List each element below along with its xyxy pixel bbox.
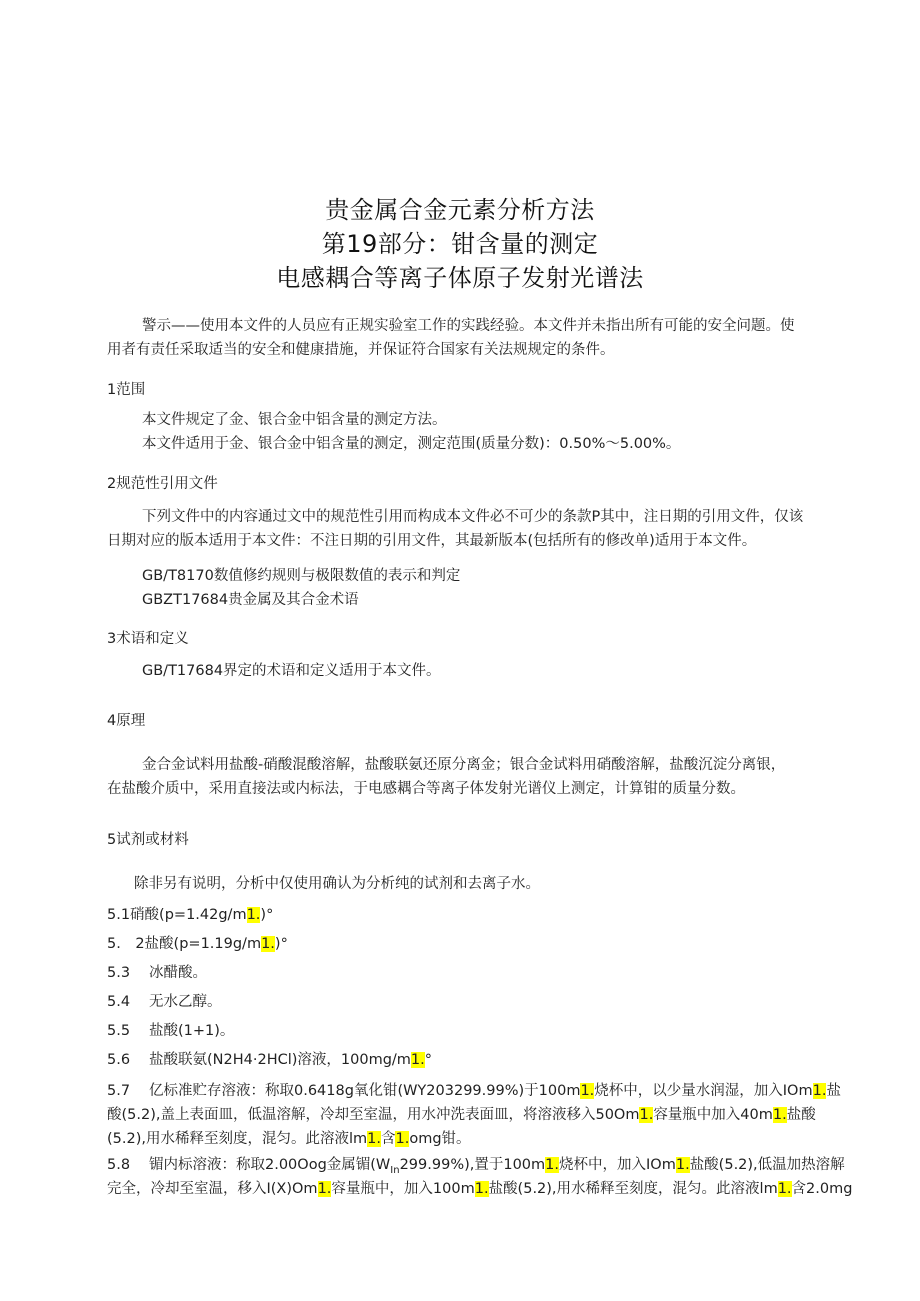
item-5-7-l2-highlight-1: 1.	[639, 1107, 654, 1123]
item-5-7-l2-highlight-2: 1.	[772, 1107, 787, 1123]
item-5-8-l1-text-1b: 299.99%),置于100m	[399, 1157, 546, 1173]
section-3-paragraph-1: GB/T17684界定的术语和定义适用于本文件。	[142, 663, 441, 679]
section-2-heading: 2规范性引用文件	[107, 476, 218, 492]
item-5-6-highlight: 1.	[410, 1052, 425, 1068]
document-title-line-1: 贵金属合金元素分析方法	[325, 196, 595, 224]
item-5-3-number: 5.3	[107, 965, 131, 981]
item-5-7-line-2	[107, 1105, 816, 1125]
section-5-heading: 5试剂或材料	[107, 832, 189, 848]
section-4-paragraph-line-2: 在盐酸介质中，采用直接法或内标法，于电感耦合等离子体发射光谱仪上测定，计算钳的质量分数。	[107, 781, 745, 797]
item-5-5-number: 5.5	[107, 1023, 131, 1039]
item-5-8-line-1	[149, 1155, 845, 1181]
item-5-2-suffix: )°	[274, 936, 288, 952]
document-title-line-3: 电感耦合等离子体原子发射光谱法	[276, 264, 644, 292]
item-5-6-number: 5.6	[107, 1052, 131, 1068]
section-2-paragraph-line-1: 下列文件中的内容通过文中的规范性引用而构成本文件必不可少的条款P其中，注日期的引用文件，仅该	[142, 509, 804, 525]
item-5-7-l3-text-3: omg钳。	[409, 1131, 471, 1147]
item-5-7-l1-highlight-2: 1.	[812, 1083, 827, 1099]
item-5-7-line-3	[107, 1129, 471, 1149]
item-5-1-suffix: )°	[260, 907, 274, 923]
section-5-intro: 除非另有说明，分析中仅使用确认为分析纯的试剂和去离子水。	[134, 876, 540, 892]
warning-line-2: 用者有责任采取适当的安全和健康措施，并保证符合国家有关法规规定的条件。	[107, 342, 615, 358]
normative-reference-2: GBZT17684贵金属及其合金术语	[142, 592, 359, 608]
item-5-7-l3-text: (5.2),用水稀释至刻度，混匀。此溶液lm	[107, 1131, 368, 1147]
item-5-7-l2-text-2: 容量瓶中加入40m	[653, 1107, 773, 1123]
item-5-1-highlight: 1.	[246, 907, 261, 923]
item-5-7-l3-highlight-2: 1.	[395, 1131, 410, 1147]
item-5-8-l1-text: 镅内标溶液：称取2.00Oog金属镅(W	[149, 1157, 391, 1173]
item-5-2	[107, 934, 288, 954]
item-5-5-text: 盐酸(1+1)。	[149, 1023, 235, 1039]
item-5-7-l2-text: 酸(5.2),盖上表面皿，低温溶解，冷却至室温，用水冲洗表面皿，将溶液移入50Om	[107, 1107, 640, 1123]
item-5-7-number: 5.7	[107, 1083, 131, 1099]
item-5-8-l1-highlight-2: 1.	[675, 1157, 690, 1173]
item-5-6-suffix: °	[424, 1052, 433, 1068]
document-title-line-2: 第19部分：钳含量的测定	[321, 230, 599, 258]
item-5-8-l2-highlight-1: 1.	[317, 1181, 332, 1197]
item-5-8-l2-text-3: 盐酸(5.2),用水稀释至刻度，混匀。此溶液lm	[488, 1181, 778, 1197]
item-5-3-text: 冰醋酸。	[149, 965, 207, 981]
item-5-6-text: 盐酸联氨(N2H4·2HCl)溶液，100mg∕m	[149, 1052, 411, 1068]
section-1-heading: 1范围	[107, 382, 146, 398]
item-5-7-l3-highlight-1: 1.	[367, 1131, 381, 1147]
item-5-8-number: 5.8	[107, 1157, 131, 1173]
warning-line-1: 警示——使用本文件的人员应有正规实验室工作的实践经验。本文件并未指出所有可能的安全问题。使	[142, 318, 795, 334]
section-3-heading: 3术语和定义	[107, 631, 189, 647]
item-5-1-text: 5.1硝酸(p=1.42g∕m	[107, 907, 247, 923]
item-5-4-number: 5.4	[107, 994, 131, 1010]
item-5-8-l2-text-2: 容量瓶中，加入100m	[331, 1181, 475, 1197]
item-5-8-l2-text: 完全，冷却至室温，移入I(X)Om	[107, 1181, 318, 1197]
item-5-2-highlight: 1.	[261, 936, 275, 952]
item-5-7-l1-text-2: 烧杯中，以少量水润湿，加入IOm	[594, 1083, 813, 1099]
section-4-heading: 4原理	[107, 713, 146, 729]
item-5-6	[149, 1050, 432, 1070]
section-2-paragraph-line-2: 日期对应的版本适用于本文件：不注日期的引用文件，其最新版本(包括所有的修改单)适用于本文件。	[107, 533, 757, 549]
section-4-paragraph-line-1: 金合金试料用盐酸-硝酸混酸溶解，盐酸联氨还原分离金；银合金试料用硝酸溶解，盐酸沉淀分离银，	[142, 757, 786, 773]
item-5-8-l2-highlight-2: 1.	[474, 1181, 489, 1197]
item-5-8-l2-text-4: 含2.0mg	[791, 1181, 853, 1197]
normative-reference-1: GB/T8170数值修约规则与极限数值的表示和判定	[142, 568, 461, 584]
item-5-7-l2-text-3: 盐酸	[786, 1107, 816, 1123]
section-1-paragraph-1: 本文件规定了金、银合金中铝含量的测定方法。	[142, 412, 447, 428]
item-5-1	[107, 905, 273, 925]
item-5-2-text: 5. 2盐酸(p=1.19g∕m	[107, 936, 262, 952]
item-5-4-text: 无水乙醇。	[149, 994, 222, 1010]
item-5-7-l1-text-3: 盐	[826, 1083, 841, 1099]
item-5-7-line-1	[149, 1081, 841, 1101]
item-5-8-l1-text-2: 烧杯中，加入IOm	[559, 1157, 676, 1173]
item-5-8-line-2	[107, 1179, 852, 1199]
section-1-paragraph-2: 本文件适用于金、银合金中铝含量的测定，测定范围(质量分数)：0.50%～5.00%。	[142, 436, 681, 452]
item-5-7-l3-text-2: 含	[380, 1131, 396, 1147]
item-5-7-l1-highlight-1: 1.	[580, 1083, 595, 1099]
item-5-8-l1-highlight-1: 1.	[545, 1157, 560, 1173]
item-5-7-l1-text: 亿标准贮存溶液：称取0.6418g氧化钳(WY203299.99%)于100m	[149, 1083, 581, 1099]
item-5-8-l1-subscript: In	[390, 1164, 400, 1176]
item-5-8-l2-highlight-3: 1.	[777, 1181, 792, 1197]
item-5-8-l1-text-3: 盐酸(5.2),低温加热溶解	[689, 1157, 845, 1173]
